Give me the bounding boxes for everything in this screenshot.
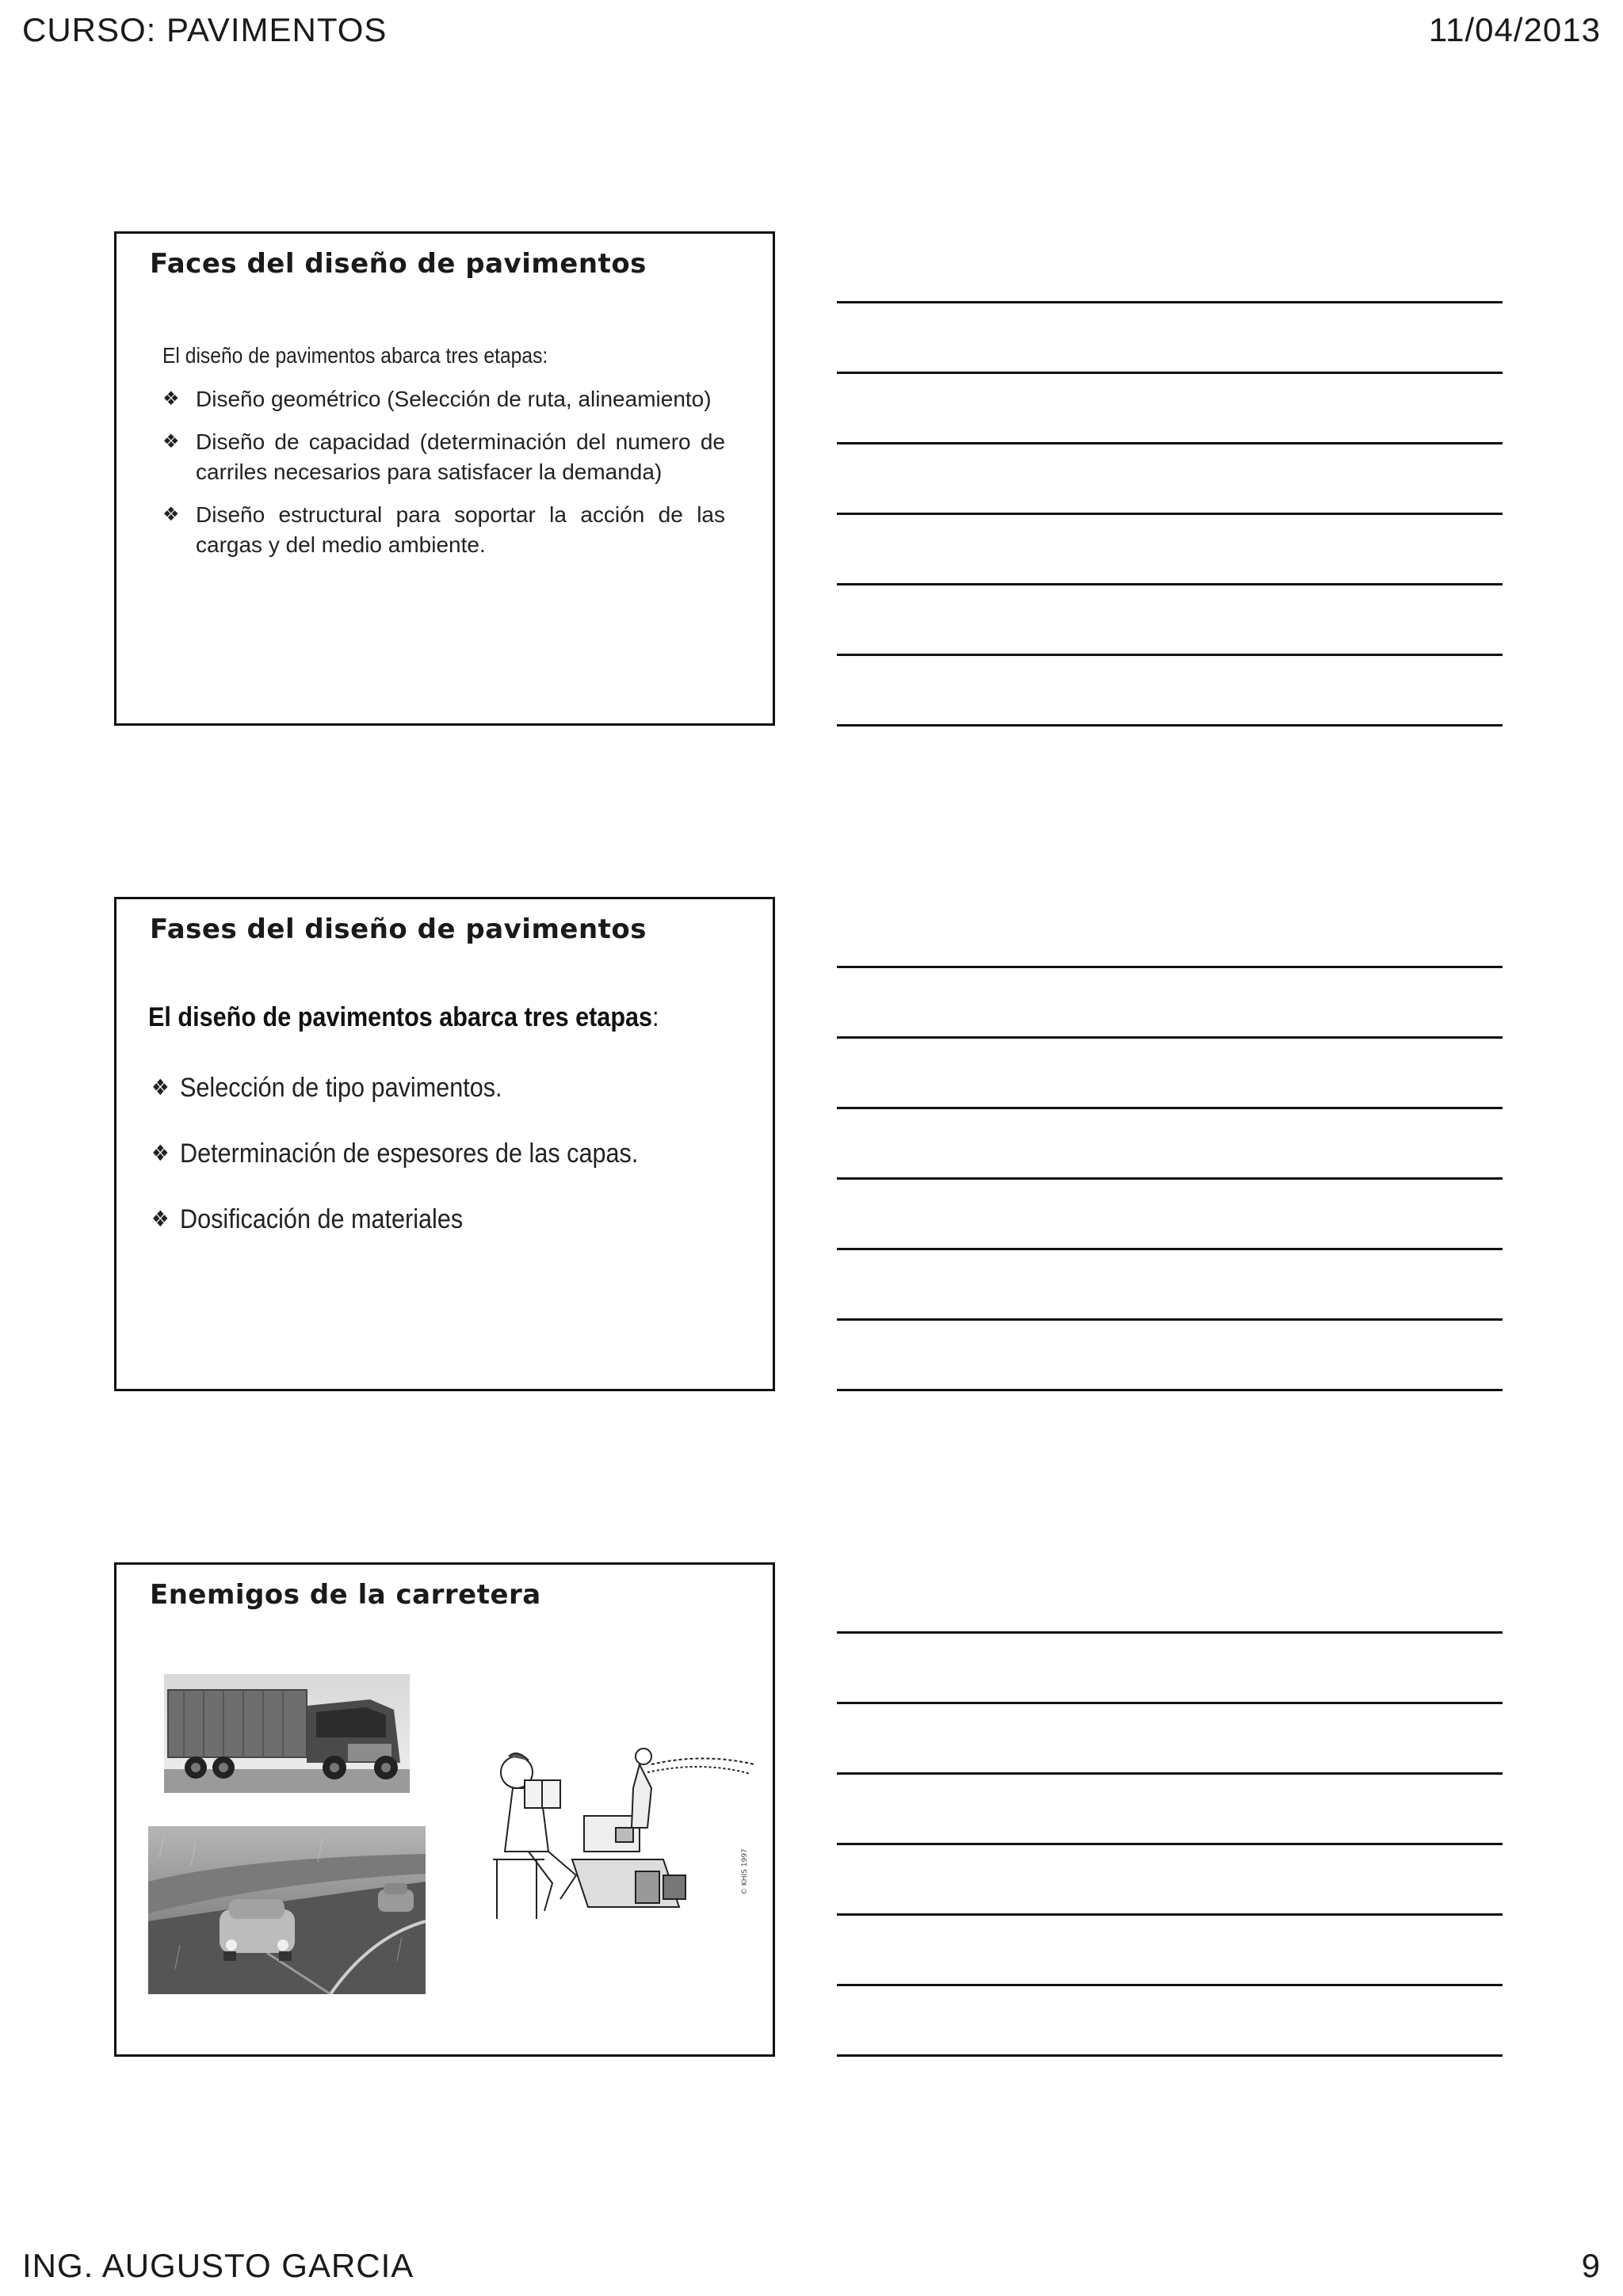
- course-title: CURSO: PAVIMENTOS: [22, 11, 388, 48]
- bullet-icon: ❖: [162, 504, 180, 525]
- bullet-icon: ❖: [151, 1075, 170, 1100]
- slide-title: Enemigos de la carretera: [150, 1579, 541, 1611]
- svg-text:© KHIS 1997: © KHIS 1997: [741, 1848, 749, 1895]
- cartoon-illustration: [481, 1741, 758, 1931]
- slide-1: [114, 231, 775, 726]
- rainy-road-photo: [148, 1826, 426, 1994]
- list-item: ❖ Selección de tipo pavimentos.: [151, 1073, 502, 1103]
- note-line: [837, 2054, 1503, 2057]
- bullet-icon: ❖: [162, 388, 180, 410]
- slide-intro: El diseño de pavimentos abarca tres etapas:: [162, 343, 548, 368]
- note-line: [837, 1389, 1503, 1391]
- note-line: [837, 1702, 1503, 1704]
- note-line: [837, 1036, 1503, 1039]
- header-date: 11/04/2013: [1428, 11, 1601, 48]
- slide-2: [114, 897, 775, 1391]
- note-line: [837, 442, 1503, 444]
- note-line: [837, 583, 1503, 585]
- bullet-list: [162, 384, 725, 573]
- bullet-list: [151, 1072, 693, 1269]
- truck-photo: [164, 1674, 410, 1793]
- note-line: [837, 724, 1503, 727]
- slide-title: Faces del diseño de pavimentos: [150, 248, 647, 280]
- note-line: [837, 654, 1503, 656]
- page-number: 9: [1581, 2247, 1601, 2284]
- note-line: [837, 513, 1503, 515]
- slide-3: [114, 1562, 775, 2057]
- note-line: [837, 1913, 1503, 1916]
- note-line: [837, 1772, 1503, 1775]
- list-item: ❖ Determinación de espesores de las capas.: [151, 1138, 639, 1169]
- bullet-icon: ❖: [162, 431, 180, 452]
- note-line: [837, 1107, 1503, 1109]
- list-item: ❖ Diseño de capacidad (determinación del numero de carriles necesarios para satisfacer la demanda): [162, 427, 725, 487]
- slide-title: Fases del diseño de pavimentos: [150, 913, 647, 945]
- note-line: [837, 1984, 1503, 1986]
- note-line: [837, 301, 1503, 303]
- bullet-icon: ❖: [151, 1141, 170, 1165]
- bullet-icon: ❖: [151, 1207, 170, 1231]
- author-name: ING. AUGUSTO GARCIA: [22, 2247, 414, 2284]
- list-item: ❖ Dosificación de materiales: [151, 1204, 464, 1234]
- note-line: [837, 1631, 1503, 1634]
- note-line: [837, 372, 1503, 374]
- slide-intro: El diseño de pavimentos abarca tres etapas:: [148, 1002, 659, 1032]
- note-line: [837, 1248, 1503, 1250]
- note-line: [837, 966, 1503, 968]
- note-line: [837, 1318, 1503, 1321]
- note-line: [837, 1843, 1503, 1845]
- list-item: ❖ Diseño estructural para soportar la acción de las cargas y del medio ambiente.: [162, 500, 725, 560]
- note-line: [837, 1177, 1503, 1180]
- list-item: ❖ Diseño geométrico (Selección de ruta, alineamiento): [162, 384, 725, 414]
